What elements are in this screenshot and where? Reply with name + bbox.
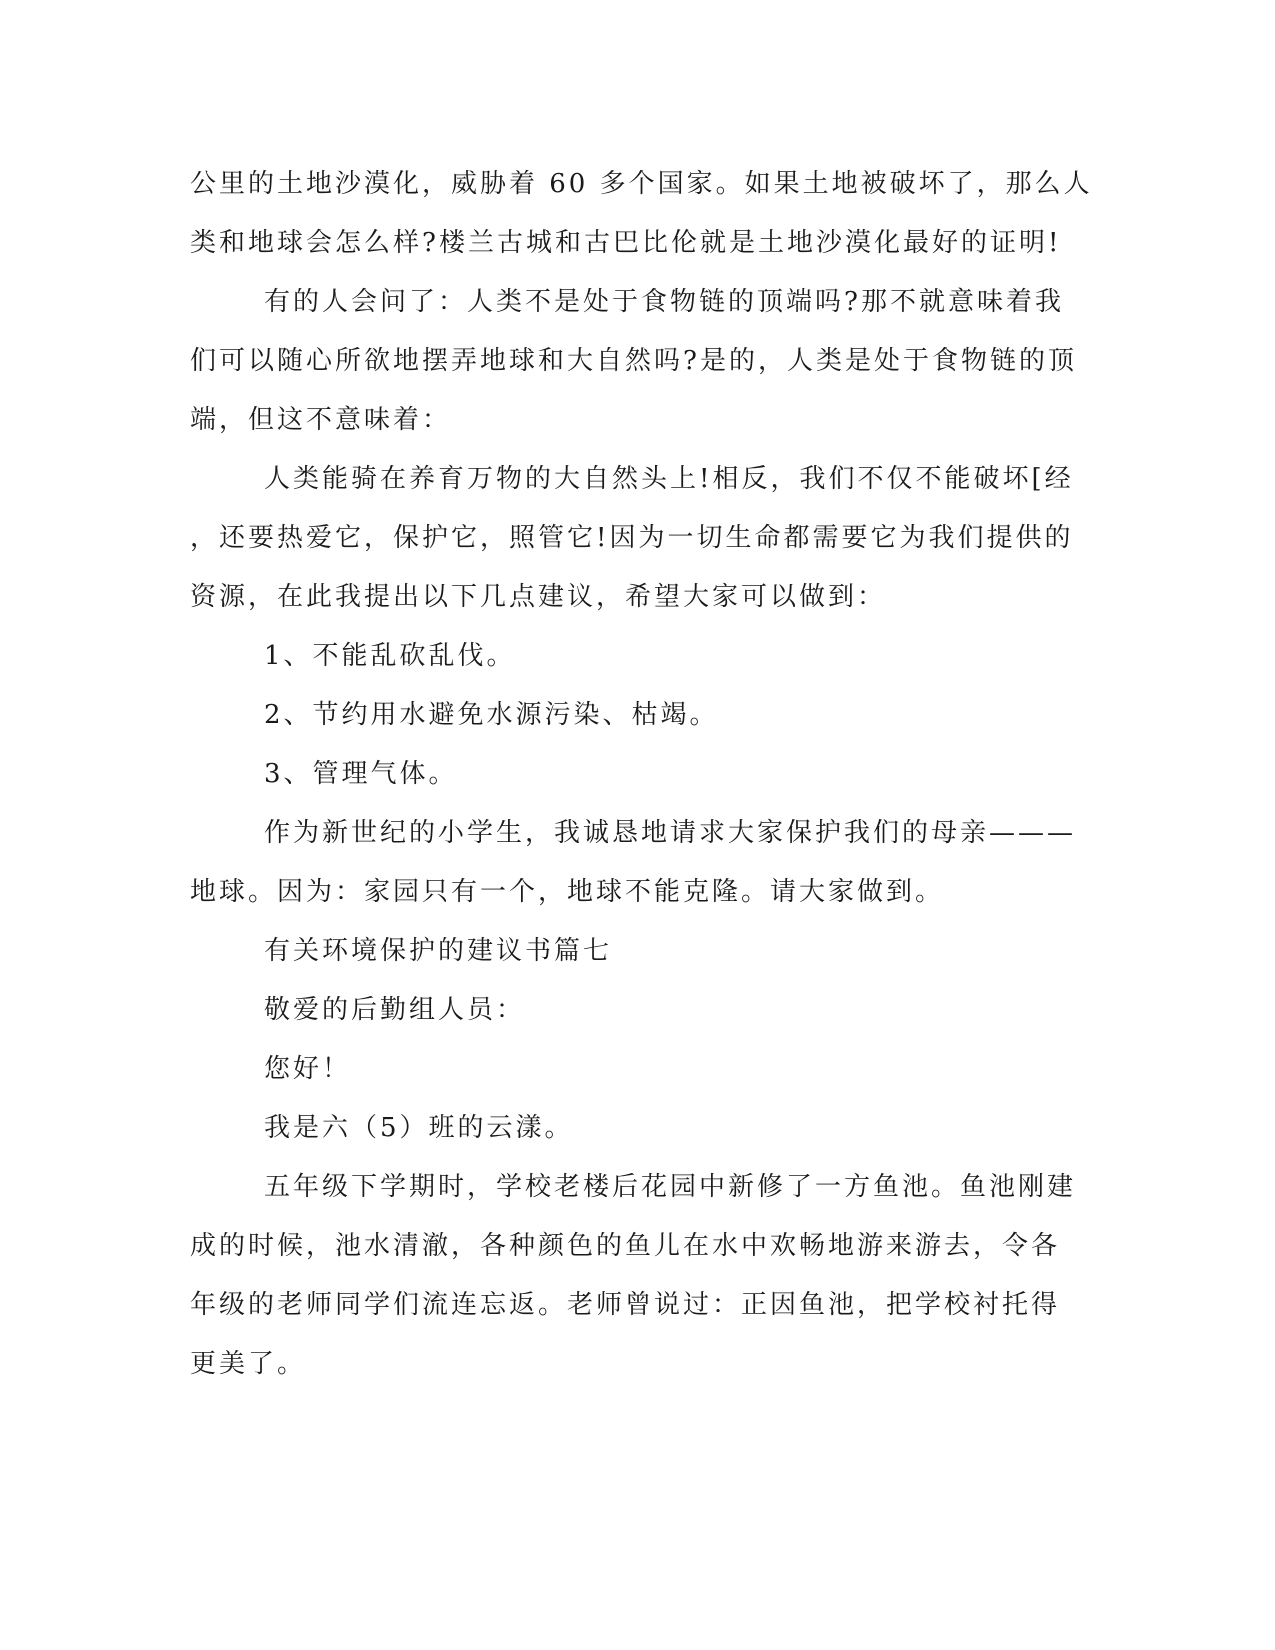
list-item: 3、管理气体。 (264, 759, 458, 789)
text-line: 们可以随心所欲地摆弄地球和大自然吗?是的，人类是处于食物链的顶 (190, 346, 1077, 376)
text-line: 更美了。 (190, 1349, 307, 1379)
text-line: 公里的土地沙漠化，威胁着 60 多个国家。如果土地被破坏了，那么人 (190, 169, 1093, 199)
list-item: 1、不能乱砍乱伐。 (264, 641, 516, 671)
text-line: 端，但这不意味着： (190, 405, 452, 435)
text-line: 资源，在此我提出以下几点建议，希望大家可以做到： (190, 582, 887, 612)
text-line: 类和地球会怎么样?楼兰古城和古巴比伦就是土地沙漠化最好的证明! (190, 228, 1062, 258)
text-line: 作为新世纪的小学生，我诚恳地请求大家保护我们的母亲——— (264, 818, 1077, 848)
list-item: 2、节约用水避免水源污染、枯竭。 (264, 700, 719, 730)
text-line: 年级的老师同学们流连忘返。老师曾说过：正因鱼池，把学校衬托得 (190, 1290, 1061, 1320)
text-line: 五年级下学期时，学校老楼后花园中新修了一方鱼池。鱼池刚建 (264, 1172, 1077, 1202)
text-line: ，还要热爱它，保护它，照管它!因为一切生命都需要它为我们提供的 (190, 523, 1074, 553)
text-line: 有的人会问了：人类不是处于食物链的顶端吗?那不就意味着我 (264, 287, 1064, 317)
text-line: 我是六（5）班的云漾。 (264, 1113, 574, 1143)
text-line: 成的时候，池水清澈，各种颜色的鱼儿在水中欢畅地游来游去，令各 (190, 1231, 1061, 1261)
salutation: 敬爱的后勤组人员： (264, 995, 526, 1025)
text-line: 人类能骑在养育万物的大自然头上!相反，我们不仅不能破坏[经 (264, 464, 1074, 494)
greeting: 您好！ (264, 1054, 352, 1084)
section-heading: 有关环境保护的建议书篇七 (264, 936, 613, 966)
text-line: 地球。因为：家园只有一个，地球不能克隆。请大家做到。 (190, 877, 945, 907)
